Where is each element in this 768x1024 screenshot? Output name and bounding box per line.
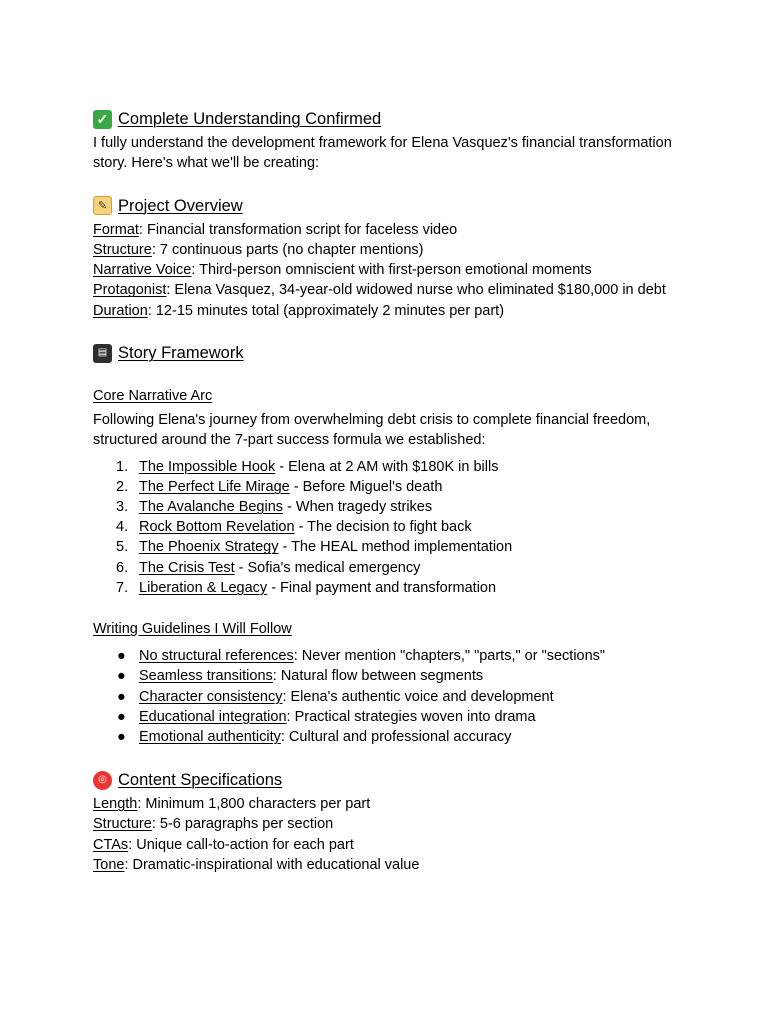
spec-label: CTAs: [93, 836, 129, 853]
guideline-text: : Never mention "chapters," "parts," or "sections": [293, 648, 606, 665]
spec-label: Length: [93, 796, 138, 813]
list-item: [93, 666, 688, 686]
overview-list: [93, 220, 688, 321]
spec-text: : Minimum 1,800 characters per part: [137, 796, 371, 813]
overview-item: [93, 280, 688, 300]
overview-text: : Financial transformation script for faceless video: [138, 221, 458, 238]
list-item: [93, 558, 688, 578]
list-item: [93, 578, 688, 598]
list-item: [93, 517, 688, 537]
part-title: The Phoenix Strategy: [139, 539, 279, 556]
overview-item: [93, 220, 688, 240]
story-parts-list: [93, 457, 688, 598]
list-number: 3.: [116, 499, 129, 516]
part-text: - The decision to fight back: [294, 519, 472, 536]
part-title: The Crisis Test: [139, 559, 235, 576]
list-number: 5.: [116, 539, 129, 556]
spec-text: : Unique call-to-action for each part: [128, 836, 354, 853]
list-item: [93, 687, 688, 707]
guideline-title: Character consistency: [139, 688, 283, 705]
overview-item: [93, 240, 688, 260]
part-text: - When tragedy strikes: [283, 499, 433, 516]
guideline-text: : Cultural and professional accuracy: [280, 728, 512, 745]
part-title: Rock Bottom Revelation: [139, 519, 295, 536]
section-heading-overview: [93, 195, 688, 217]
overview-text: : 12-15 minutes total (approximately 2 minutes per part): [147, 302, 505, 319]
guideline-title: Educational integration: [139, 708, 287, 725]
section-heading-framework: [93, 342, 688, 364]
overview-label: Narrative Voice: [93, 262, 192, 279]
bullet-icon: ●: [117, 688, 126, 705]
overview-label: Format: [93, 221, 139, 238]
direct-hit-target-icon: ◎: [93, 771, 112, 790]
list-number: 2.: [116, 478, 129, 495]
section-title: Complete Understanding Confirmed: [118, 110, 382, 128]
guideline-title: No structural references: [139, 648, 294, 665]
list-item: [93, 457, 688, 477]
guideline-title: Emotional authenticity: [139, 728, 281, 745]
list-number: 1.: [116, 458, 129, 475]
specs-list: [93, 794, 688, 875]
bullet-icon: ●: [117, 728, 126, 745]
section-heading-specs: [93, 769, 688, 791]
part-title: Liberation & Legacy: [139, 579, 268, 596]
list-item: [93, 727, 688, 747]
narrative-arc-intro: Following Elena's journey from overwhelming debt crisis to complete financial freedom, structured around the 7-part success formula we established:: [93, 412, 651, 449]
spec-label: Structure: [93, 816, 152, 833]
part-text: - Elena at 2 AM with $180K in bills: [275, 458, 499, 475]
part-text: - The HEAL method implementation: [278, 539, 513, 556]
spec-item: [93, 794, 688, 814]
list-item: [93, 707, 688, 727]
list-item: [93, 497, 688, 517]
list-number: 4.: [116, 519, 129, 536]
overview-item: [93, 301, 688, 321]
section-heading-confirmed: [93, 108, 688, 130]
list-number: 7.: [116, 579, 129, 596]
part-text: - Final payment and transformation: [267, 579, 497, 596]
section-title: Content Specifications: [118, 771, 283, 790]
part-text: - Before Miguel's death: [289, 478, 443, 495]
part-title: The Avalanche Begins: [139, 499, 284, 516]
bullet-icon: ●: [117, 668, 126, 685]
spec-text: : Dramatic-inspirational with educational value: [124, 857, 420, 873]
part-text: - Sofia's medical emergency: [234, 559, 421, 576]
subheading-narrative-arc: Core Narrative Arc: [93, 388, 213, 405]
bullet-icon: ●: [117, 708, 126, 725]
spec-item: [93, 855, 688, 875]
spec-text: : 5-6 paragraphs per section: [151, 816, 334, 833]
confirmed-intro: I fully understand the development framework for Elena Vasquez's financial transformation story. Here's what we'll be creating:: [93, 135, 672, 172]
bullet-icon: ●: [117, 648, 126, 665]
part-title: The Perfect Life Mirage: [139, 478, 290, 495]
check-mark-icon: ✓: [93, 110, 112, 129]
section-title: Story Framework: [118, 344, 244, 363]
subheading-writing-guidelines: Writing Guidelines I Will Follow: [93, 621, 292, 638]
list-item: [93, 646, 688, 666]
list-number: 6.: [116, 559, 129, 576]
guideline-text: : Elena's authentic voice and development: [282, 688, 554, 705]
spec-label: Tone: [93, 857, 125, 873]
part-title: The Impossible Hook: [139, 458, 276, 475]
overview-label: Protagonist: [93, 282, 167, 299]
spec-item: [93, 835, 688, 855]
overview-label: Duration: [93, 302, 148, 319]
list-item: [93, 477, 688, 497]
list-item: [93, 537, 688, 557]
spec-item: [93, 814, 688, 834]
overview-text: : Third-person omniscient with first-person emotional moments: [191, 262, 592, 279]
guidelines-list: [93, 646, 688, 747]
section-title: Project Overview: [118, 196, 243, 215]
memo-icon: ✎: [93, 196, 112, 215]
overview-text: : Elena Vasquez, 34-year-old widowed nurse who eliminated $180,000 in debt: [166, 282, 666, 299]
guideline-text: : Practical strategies woven into drama: [286, 708, 536, 725]
guideline-text: : Natural flow between segments: [272, 668, 484, 685]
clapper-board-icon: ▤: [93, 344, 112, 363]
guideline-title: Seamless transitions: [139, 668, 273, 685]
overview-label: Structure: [93, 241, 152, 258]
overview-text: : 7 continuous parts (no chapter mentions): [151, 241, 424, 258]
overview-item: [93, 260, 688, 280]
